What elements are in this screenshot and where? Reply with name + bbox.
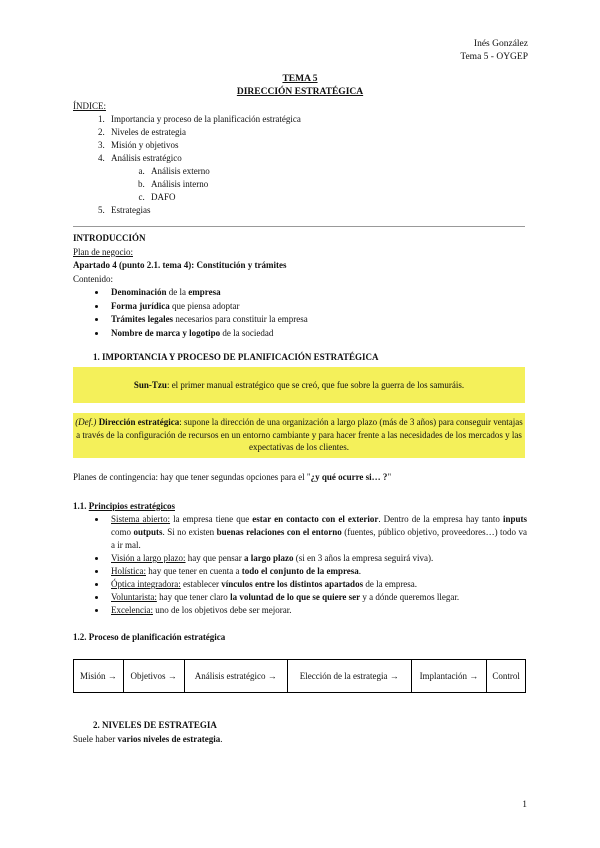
list-item: • Forma jurídica que piensa adoptar <box>107 300 527 314</box>
suntzu-text: : el primer manual estratégico que se creó, que fue sobre la guerra de los samuráis. <box>166 380 465 390</box>
process-heading: 1.2. Proceso de planificación estratégica <box>73 632 226 642</box>
highlight-box-definition <box>73 413 525 458</box>
index-subitem: b. Análisis interno <box>147 178 527 191</box>
principles-list <box>73 513 527 617</box>
list-item: • Denominación de la empresa <box>107 286 527 300</box>
list-item: • Sistema abierto: la empresa tiene que estar en contacto con el exterior. Dentro de la empresa hay tanto inputs como outputs. Si no existen buenas relaciones con el entorno (fuentes, público objetivo, proveedores…) todo va a ir mal. <box>107 513 527 552</box>
process-step: Implantación → <box>411 660 487 693</box>
index-sublist <box>111 165 527 204</box>
definition-term: Dirección estratégica <box>98 417 180 427</box>
process-step: Misión → <box>74 660 124 693</box>
doc-title-topic: TEMA 5 <box>282 74 318 84</box>
list-item: • Visión a largo plazo: hay que pensar a largo plazo (si en 3 años la empresa seguirá viva). <box>107 552 527 565</box>
section2-heading: 2. NIVELES DE ESTRATEGIA <box>93 720 217 730</box>
process-step: Elección de la estrategia → <box>287 660 411 693</box>
index-item: 5. Estrategias <box>107 204 527 217</box>
index-subitem: a. Análisis externo <box>147 165 527 178</box>
list-item: • Nombre de marca y logotipo de la sociedad <box>107 327 527 341</box>
index-item: 1. Importancia y proceso de la planificación estratégica <box>107 113 527 126</box>
contingency-line: Planes de contingencia: hay que tener segundas opciones para el "¿y qué ocurre si… ?" <box>73 472 392 482</box>
list-item: • Trámites legales necesarios para constituir la empresa <box>107 313 527 327</box>
process-step: Control <box>487 660 526 693</box>
index-item: 3. Misión y objetivos <box>107 139 527 152</box>
business-plan-label: Plan de negocio: <box>73 246 133 257</box>
page-header <box>460 38 528 64</box>
list-item: • Holística: hay que tener en cuenta a todo el conjunto de la empresa. <box>107 565 527 578</box>
index-list <box>73 113 527 217</box>
highlight-box-suntzu <box>73 367 525 403</box>
principles-section <box>73 500 527 617</box>
index-subitem: c. DAFO <box>147 191 527 204</box>
process-flow-table <box>73 659 526 693</box>
definition-text: : supone la dirección de una organización a largo plazo (más de 3 años) para conseguir ventajas a través de la configuración de recursos en un entorno cambiante y para hacer frente a las necesidades de los mercados y las expectativas de los clientes. <box>76 417 523 452</box>
header-subject: Tema 5 - OYGEP <box>460 52 528 62</box>
process-step: Objetivos → <box>123 660 184 693</box>
list-item: • Voluntarista: hay que tener claro la voluntad de lo que se quiere ser y a dónde queremos llegar. <box>107 591 527 604</box>
index-section <box>73 100 527 217</box>
process-step: Análisis estratégico → <box>184 660 287 693</box>
principles-heading: 1.1. Principios estratégicos <box>73 501 175 511</box>
intro-bullets <box>73 286 527 340</box>
section-divider <box>73 226 525 227</box>
index-item: 4. Análisis estratégico a. Análisis externo b. Análisis interno c. DAFO <box>107 152 527 204</box>
apartado-line: Apartado 4 (punto 2.1. tema 4): Constitución y trámites <box>73 260 287 270</box>
suntzu-term: Sun-Tzu <box>133 380 167 390</box>
intro-heading: INTRODUCCIÓN <box>73 233 146 243</box>
index-item: 2. Niveles de estrategia <box>107 126 527 139</box>
index-heading: ÍNDICE: <box>73 101 106 111</box>
page-number: 1 <box>522 800 527 810</box>
list-item: • Excelencia: uno de los objetivos debe ser mejorar. <box>107 604 527 617</box>
section2-text: Suele haber varios niveles de estrategia. <box>73 734 223 744</box>
intro-section <box>73 232 527 340</box>
list-item: • Óptica integradora: establecer vínculos entre los distintos apartados de la empresa. <box>107 578 527 591</box>
contenido-label: Contenido: <box>73 273 113 284</box>
definition-marker: (Def.) <box>75 417 97 427</box>
section1-heading: 1. IMPORTANCIA Y PROCESO DE PLANIFICACIÓN ESTRATÉGICA <box>93 352 379 362</box>
doc-title-main: DIRECCIÓN ESTRATÉGICA <box>236 87 364 97</box>
header-author: Inés González <box>473 39 528 49</box>
